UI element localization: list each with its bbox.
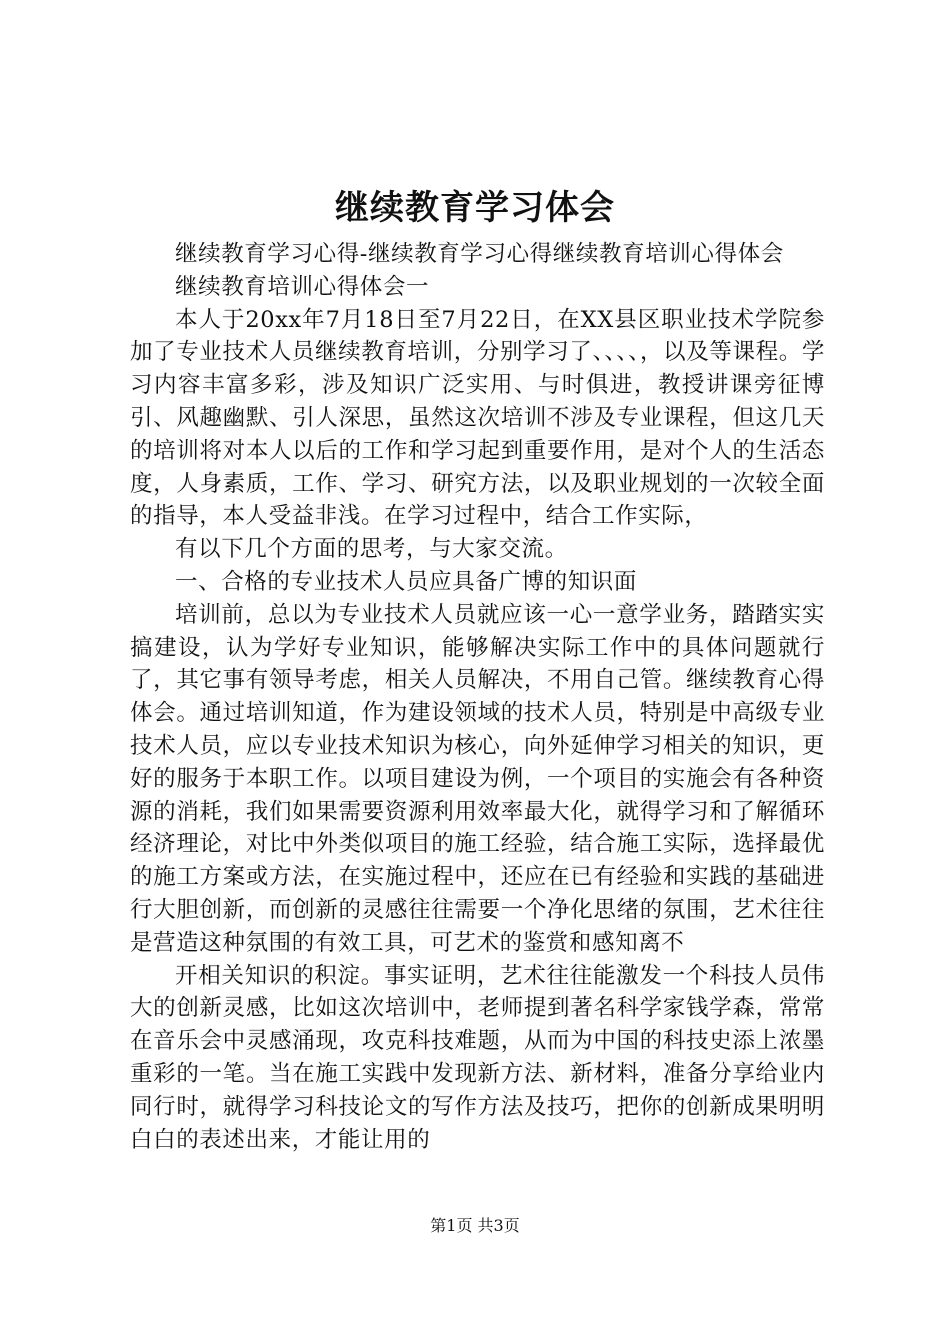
paragraph-intro: 本人于20xx年7月18日至7月22日，在XX县区职业技术学院参加了专业技术人员继续教育培训，分别学习了、、、、，以及等课程。学习内容丰富多彩，涉及知识广泛实用、与时俱进，教授讲课旁征博引、风趣幽默、引人深思，虽然这次培训不涉及专业课程，但这几天的培训将对本人以后的工作和学习起到重要作用，是对个人的生活态度，人身素质，工作、学习、研究方法，以及职业规划的一次较全面的指导，本人受益非浅。在学习过程中，结合工作实际， bbox=[130, 306, 825, 530]
paragraph-section-heading: 继续教育培训心得体会一 bbox=[175, 273, 430, 300]
document-title: 继续教育学习体会 bbox=[335, 188, 615, 228]
paragraph-thoughts: 有以下几个方面的思考，与大家交流。 bbox=[175, 536, 568, 563]
page-number-footer: 第1页 共3页 bbox=[430, 1216, 520, 1235]
paragraph-point-one-body: 培训前，总以为专业技术人员就应该一心一意学业务，踏踏实实搞建设，认为学好专业知识，能够解决实际工作中的具体问题就行了，其它事有领导考虑，相关人员解决，不用自己管。继续教育心得体会。通过培训知道，作为建设领域的技术人员，特别是中高级专业技术人员，应以专业技术知识为核心，向外延伸学习相关的知识，更好的服务于本职工作。以项目建设为例，一个项目的实施会有各种资源的消耗，我们如果需要资源利用效率最大化，就得学习和了解循环经济理论，对比中外类似项目的施工经验，结合施工实际，选择最优的施工方案或方法，在实施过程中，还应在已有经验和实践的基础进行大胆创新，而创新的灵感往往需要一个净化思绪的氛围，艺术往往是营造这种氛围的有效工具，可艺术的鉴赏和感知离不 bbox=[130, 601, 825, 956]
paragraph-subtitle: 继续教育学习心得-继续教育学习心得继续教育培训心得体会 bbox=[175, 241, 784, 267]
document-body bbox=[130, 238, 825, 1156]
paragraph-point-one-heading: 一、合格的专业技术人员应具备广博的知识面 bbox=[175, 568, 638, 595]
paragraph-continuation: 开相关知识的积淀。事实证明，艺术往往能激发一个科技人员伟大的创新灵感，比如这次培训中，老师提到著名科学家钱学森，常常在音乐会中灵感涌现，攻克科技难题，从而为中国的科技史添上浓墨重彩的一笔。当在施工实践中发现新方法、新材料，准备分享给业内同行时，就得学习科技论文的写作方法及技巧，把你的创新成果明明白白的表述出来，才能让用的 bbox=[130, 962, 825, 1153]
